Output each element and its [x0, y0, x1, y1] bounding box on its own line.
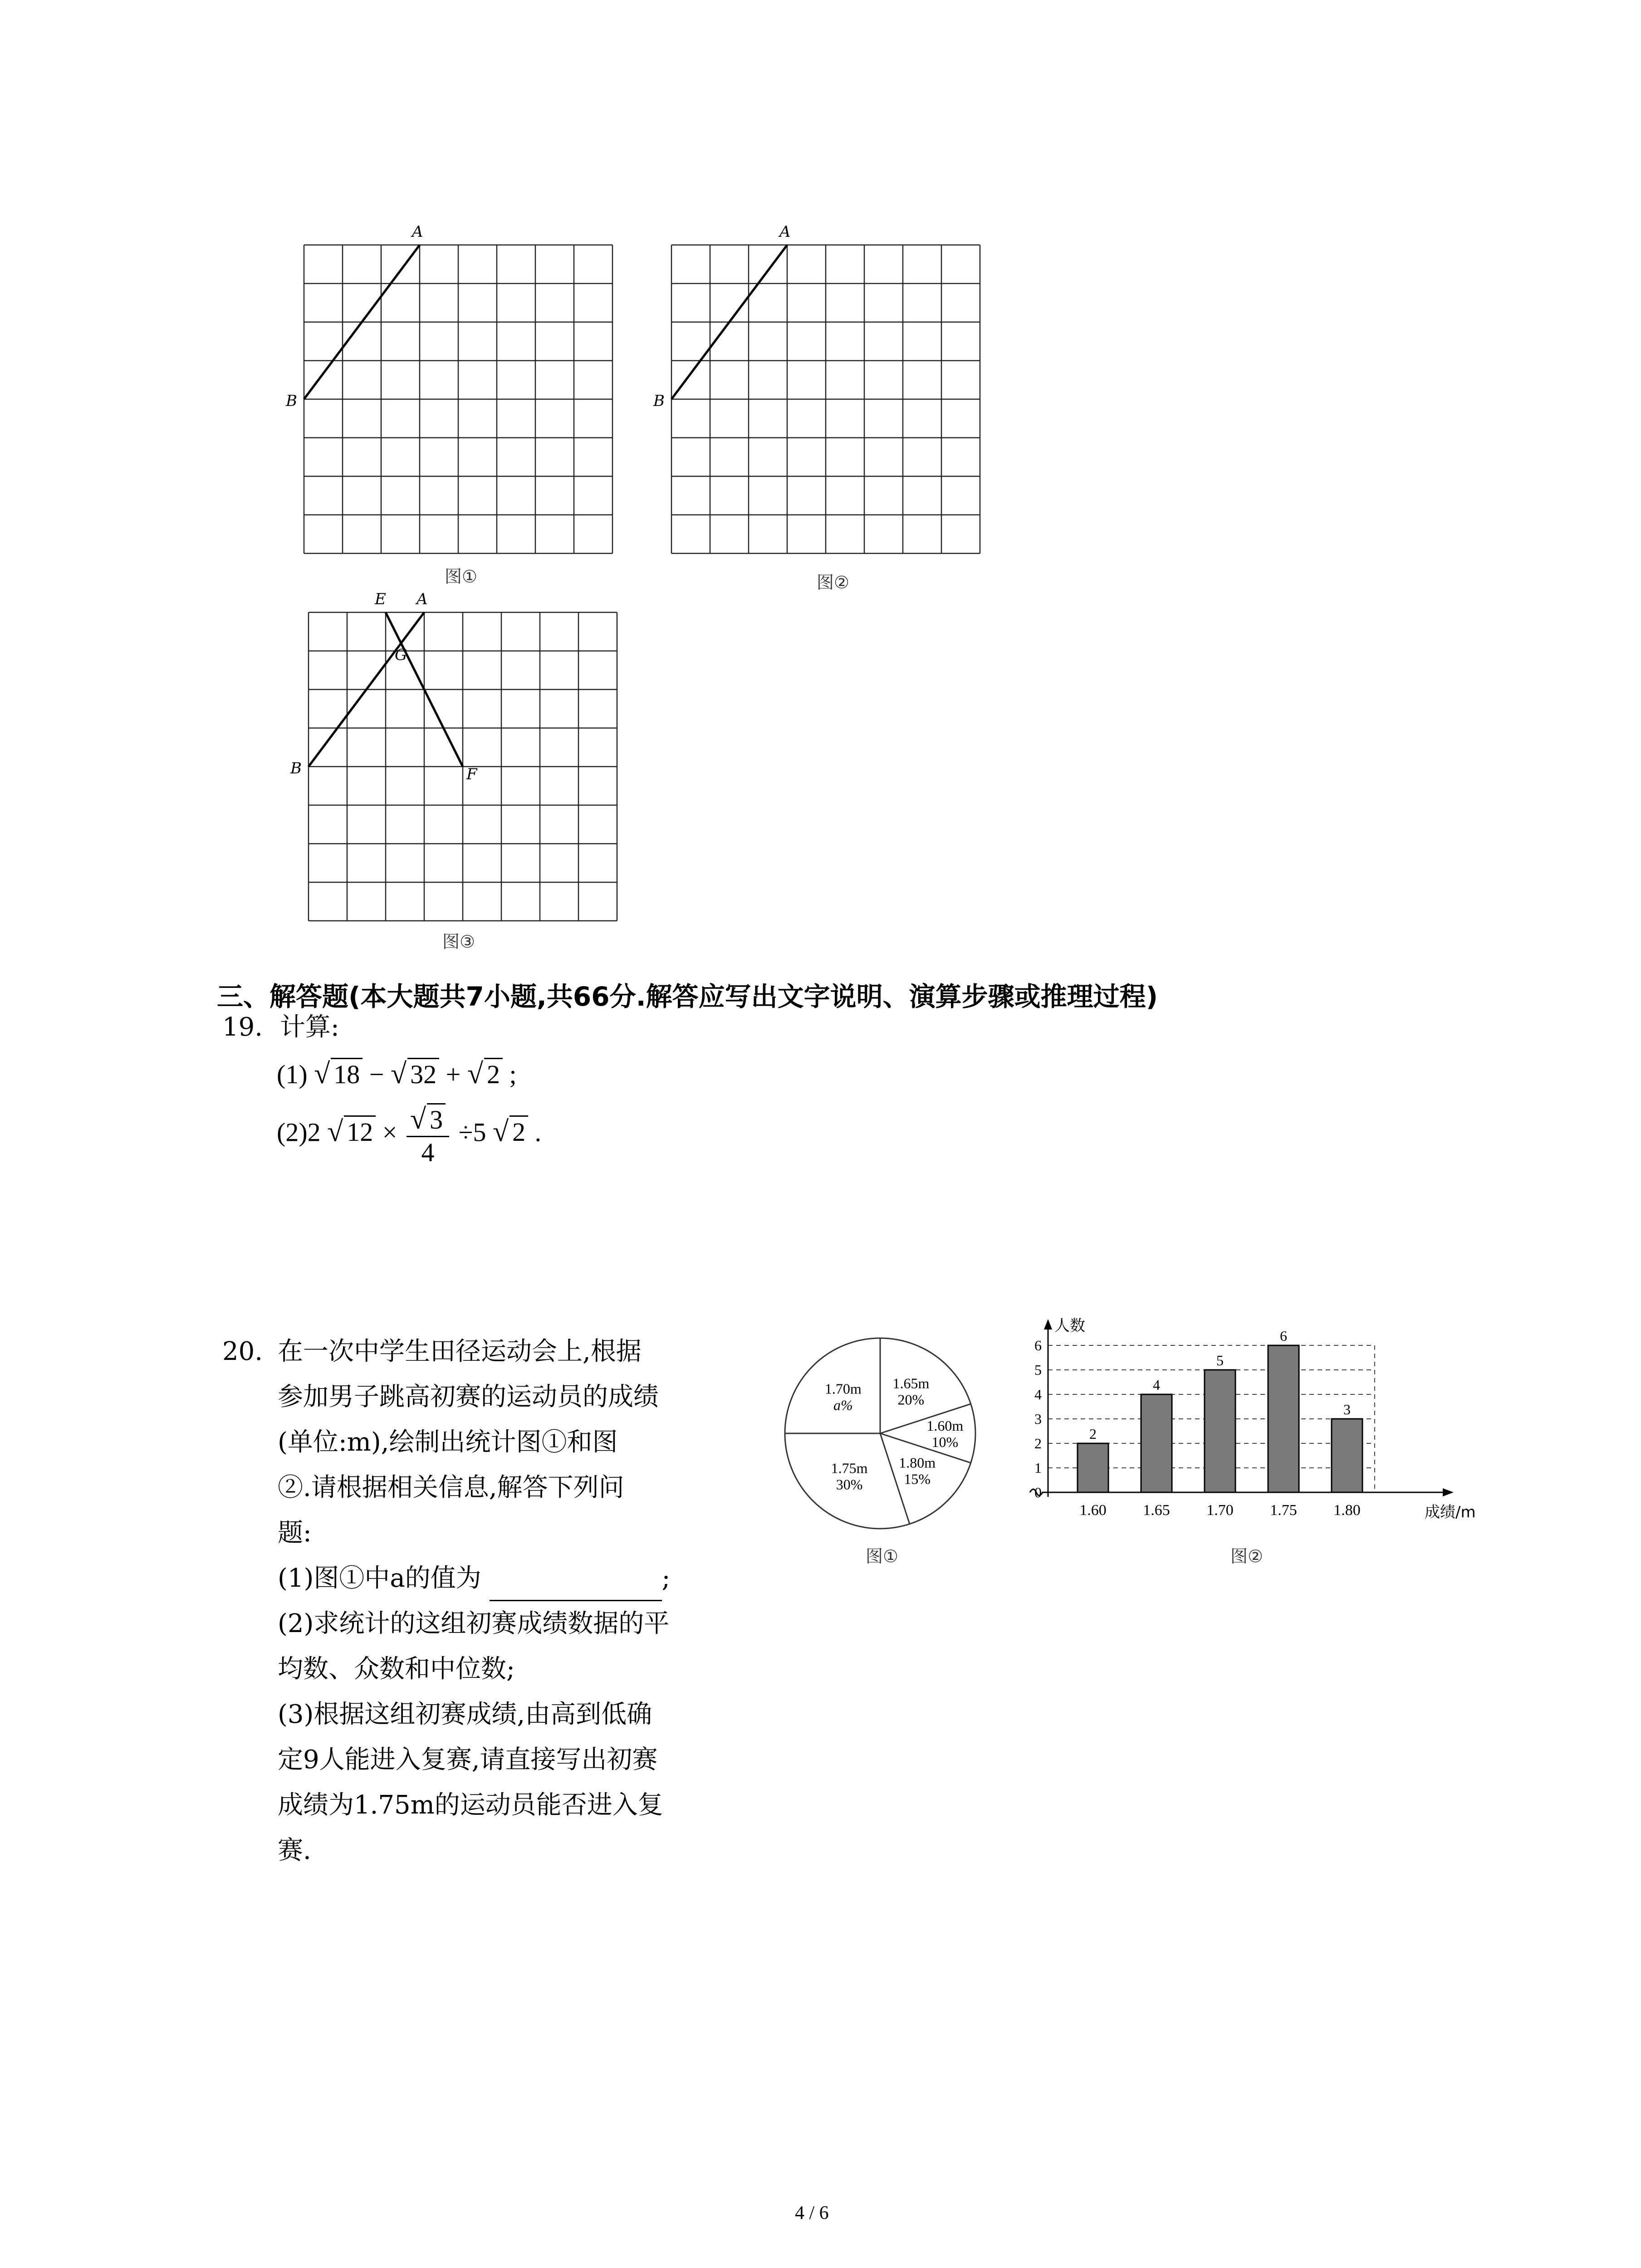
sqrt-icon: √ — [492, 1115, 509, 1148]
x-tick-label: 1.75 — [1270, 1502, 1297, 1519]
bar-data-label: 3 — [1343, 1401, 1351, 1418]
y-tick-label: 3 — [1034, 1411, 1042, 1427]
pie-slice-label: 1.70m — [824, 1380, 862, 1397]
bar-data-label: 4 — [1153, 1377, 1160, 1393]
q20-sub3-line: 定9人能进入复赛,请直接写出初赛 — [278, 1745, 658, 1774]
q20-body — [278, 1329, 768, 1873]
section-heading: 三、解答题(本大题共7小题,共66分.解答应写出文字说明、演算步骤或推理过程) — [217, 981, 1158, 1012]
pie-slice-label: 1.75m — [831, 1460, 868, 1476]
x-axis-label: 成绩/m — [1425, 1503, 1476, 1521]
sqrt-icon: √ — [327, 1115, 343, 1148]
y-tick-label: 1 — [1034, 1460, 1042, 1476]
x-tick-label: 1.70 — [1206, 1502, 1234, 1519]
sqrt-icon: √ — [467, 1057, 483, 1090]
pie-chart-caption: 图① — [866, 1546, 899, 1566]
operator-plus: + — [446, 1060, 461, 1089]
bar — [1078, 1443, 1108, 1492]
q20-sub2-line: 均数、众数和中位数; — [278, 1654, 515, 1684]
bar-data-label: 2 — [1089, 1426, 1097, 1442]
y-tick-label: 4 — [1034, 1386, 1042, 1403]
grid-figure-2-svg — [649, 218, 994, 562]
q19-part1-label: (1) — [277, 1060, 308, 1089]
bar-chart-svg — [1021, 1315, 1476, 1542]
pie-slice-value: a% — [833, 1397, 853, 1413]
operator-divide: ÷5 — [458, 1117, 486, 1147]
point-label-B: B — [290, 759, 302, 777]
point-label-G: G — [395, 646, 407, 664]
pie-chart-svg — [771, 1325, 989, 1542]
point-label-A: A — [412, 223, 423, 241]
x-tick-label: 1.60 — [1079, 1502, 1107, 1519]
pie-chart — [771, 1325, 989, 1544]
q19-part1 — [277, 1057, 517, 1090]
page-number: 4 / 6 — [795, 2203, 829, 2224]
radicand: 12 — [344, 1115, 376, 1147]
fraction-numerator — [407, 1102, 449, 1137]
sqrt-icon: √ — [410, 1103, 426, 1135]
y-tick-label: 0 — [1034, 1484, 1042, 1501]
pie-slice-value: 30% — [836, 1476, 863, 1493]
sqrt-icon: √ — [314, 1057, 330, 1090]
grid-figure-3-caption: 图③ — [442, 932, 475, 952]
x-axis-arrow-icon — [1443, 1488, 1454, 1496]
y-tick-label: 5 — [1034, 1362, 1042, 1378]
point-label-E: E — [375, 590, 386, 608]
q19-part2 — [277, 1102, 541, 1168]
q20-sub1 — [278, 1556, 768, 1601]
bar-chart-caption: 图② — [1230, 1546, 1264, 1566]
q20-line: 题: — [278, 1518, 312, 1548]
q19-part2-label: (2)2 — [277, 1117, 321, 1147]
answer-blank[interactable] — [490, 1577, 662, 1601]
radicand: 3 — [427, 1103, 446, 1135]
radicand: 2 — [484, 1058, 503, 1090]
q19-title: 计算: — [279, 1012, 339, 1042]
point-label-A: A — [779, 223, 791, 241]
end-mark: ; — [509, 1060, 517, 1089]
radicand: 18 — [331, 1058, 362, 1090]
fraction — [407, 1102, 449, 1168]
grid-figure-2 — [649, 218, 994, 562]
point-label-B: B — [653, 392, 665, 410]
bar — [1205, 1370, 1235, 1492]
bar-chart — [1021, 1315, 1476, 1544]
radicand: 32 — [407, 1058, 439, 1090]
q20-line: 参加男子跳高初赛的运动员的成绩 — [278, 1382, 659, 1412]
radicand: 2 — [509, 1115, 528, 1147]
pie-slice-value: 20% — [897, 1391, 925, 1408]
q20-sub3-line: 成绩为1.75m的运动员能否进入复 — [278, 1790, 663, 1820]
q20-line: (单位:m),绘制出统计图①和图 — [278, 1427, 618, 1457]
x-tick-label: 1.80 — [1333, 1502, 1361, 1519]
q20-sub3-line: 赛. — [278, 1836, 311, 1865]
fraction-denominator: 4 — [421, 1138, 435, 1167]
pie-slice-label: 1.65m — [892, 1375, 930, 1392]
y-tick-label: 2 — [1034, 1435, 1042, 1452]
bar — [1268, 1345, 1299, 1492]
pie-slice-value: 10% — [931, 1434, 959, 1450]
pie-slice-label: 1.80m — [899, 1454, 936, 1471]
y-axis-label: 人数 — [1054, 1317, 1085, 1335]
y-tick-label: 6 — [1034, 1337, 1042, 1354]
y-axis-arrow-icon — [1044, 1319, 1052, 1330]
q20-sub1-end: ; — [661, 1564, 671, 1593]
bar-data-label: 5 — [1216, 1352, 1224, 1369]
q20-sub3-line: (3)根据这组初赛成绩,由高到低确 — [278, 1700, 652, 1729]
q19-number: 19. — [222, 1012, 263, 1042]
pie-slice-value: 15% — [904, 1471, 931, 1487]
bar — [1332, 1419, 1362, 1492]
grid-figure-1-caption: 图① — [445, 567, 478, 587]
q20-number: 20. — [222, 1337, 263, 1366]
grid-figure-1-svg — [281, 218, 626, 562]
sqrt-icon: √ — [390, 1057, 407, 1090]
grid-figure-3 — [286, 585, 631, 930]
operator-minus: − — [369, 1060, 384, 1089]
pie-slice-label: 1.60m — [926, 1418, 964, 1434]
grid-figure-1 — [281, 218, 626, 562]
q20-sub1-text: (1)图①中a的值为 — [278, 1564, 481, 1593]
q20-line: 在一次中学生田径运动会上,根据 — [278, 1337, 642, 1366]
end-mark: . — [534, 1117, 542, 1147]
bar — [1141, 1394, 1172, 1492]
q20-line: ②.请根据相关信息,解答下列问 — [278, 1473, 624, 1502]
x-tick-label: 1.65 — [1143, 1502, 1170, 1519]
operator-times: × — [382, 1117, 397, 1147]
point-label-F: F — [466, 765, 477, 783]
grid-figure-3-svg — [286, 585, 631, 930]
grid-figure-2-caption: 图② — [817, 572, 850, 592]
bar-data-label: 6 — [1280, 1328, 1287, 1344]
point-label-B: B — [286, 392, 297, 410]
point-label-A: A — [416, 590, 428, 608]
q20-sub2-line: (2)求统计的这组初赛成绩数据的平 — [278, 1609, 670, 1638]
q19-header — [222, 1005, 339, 1050]
